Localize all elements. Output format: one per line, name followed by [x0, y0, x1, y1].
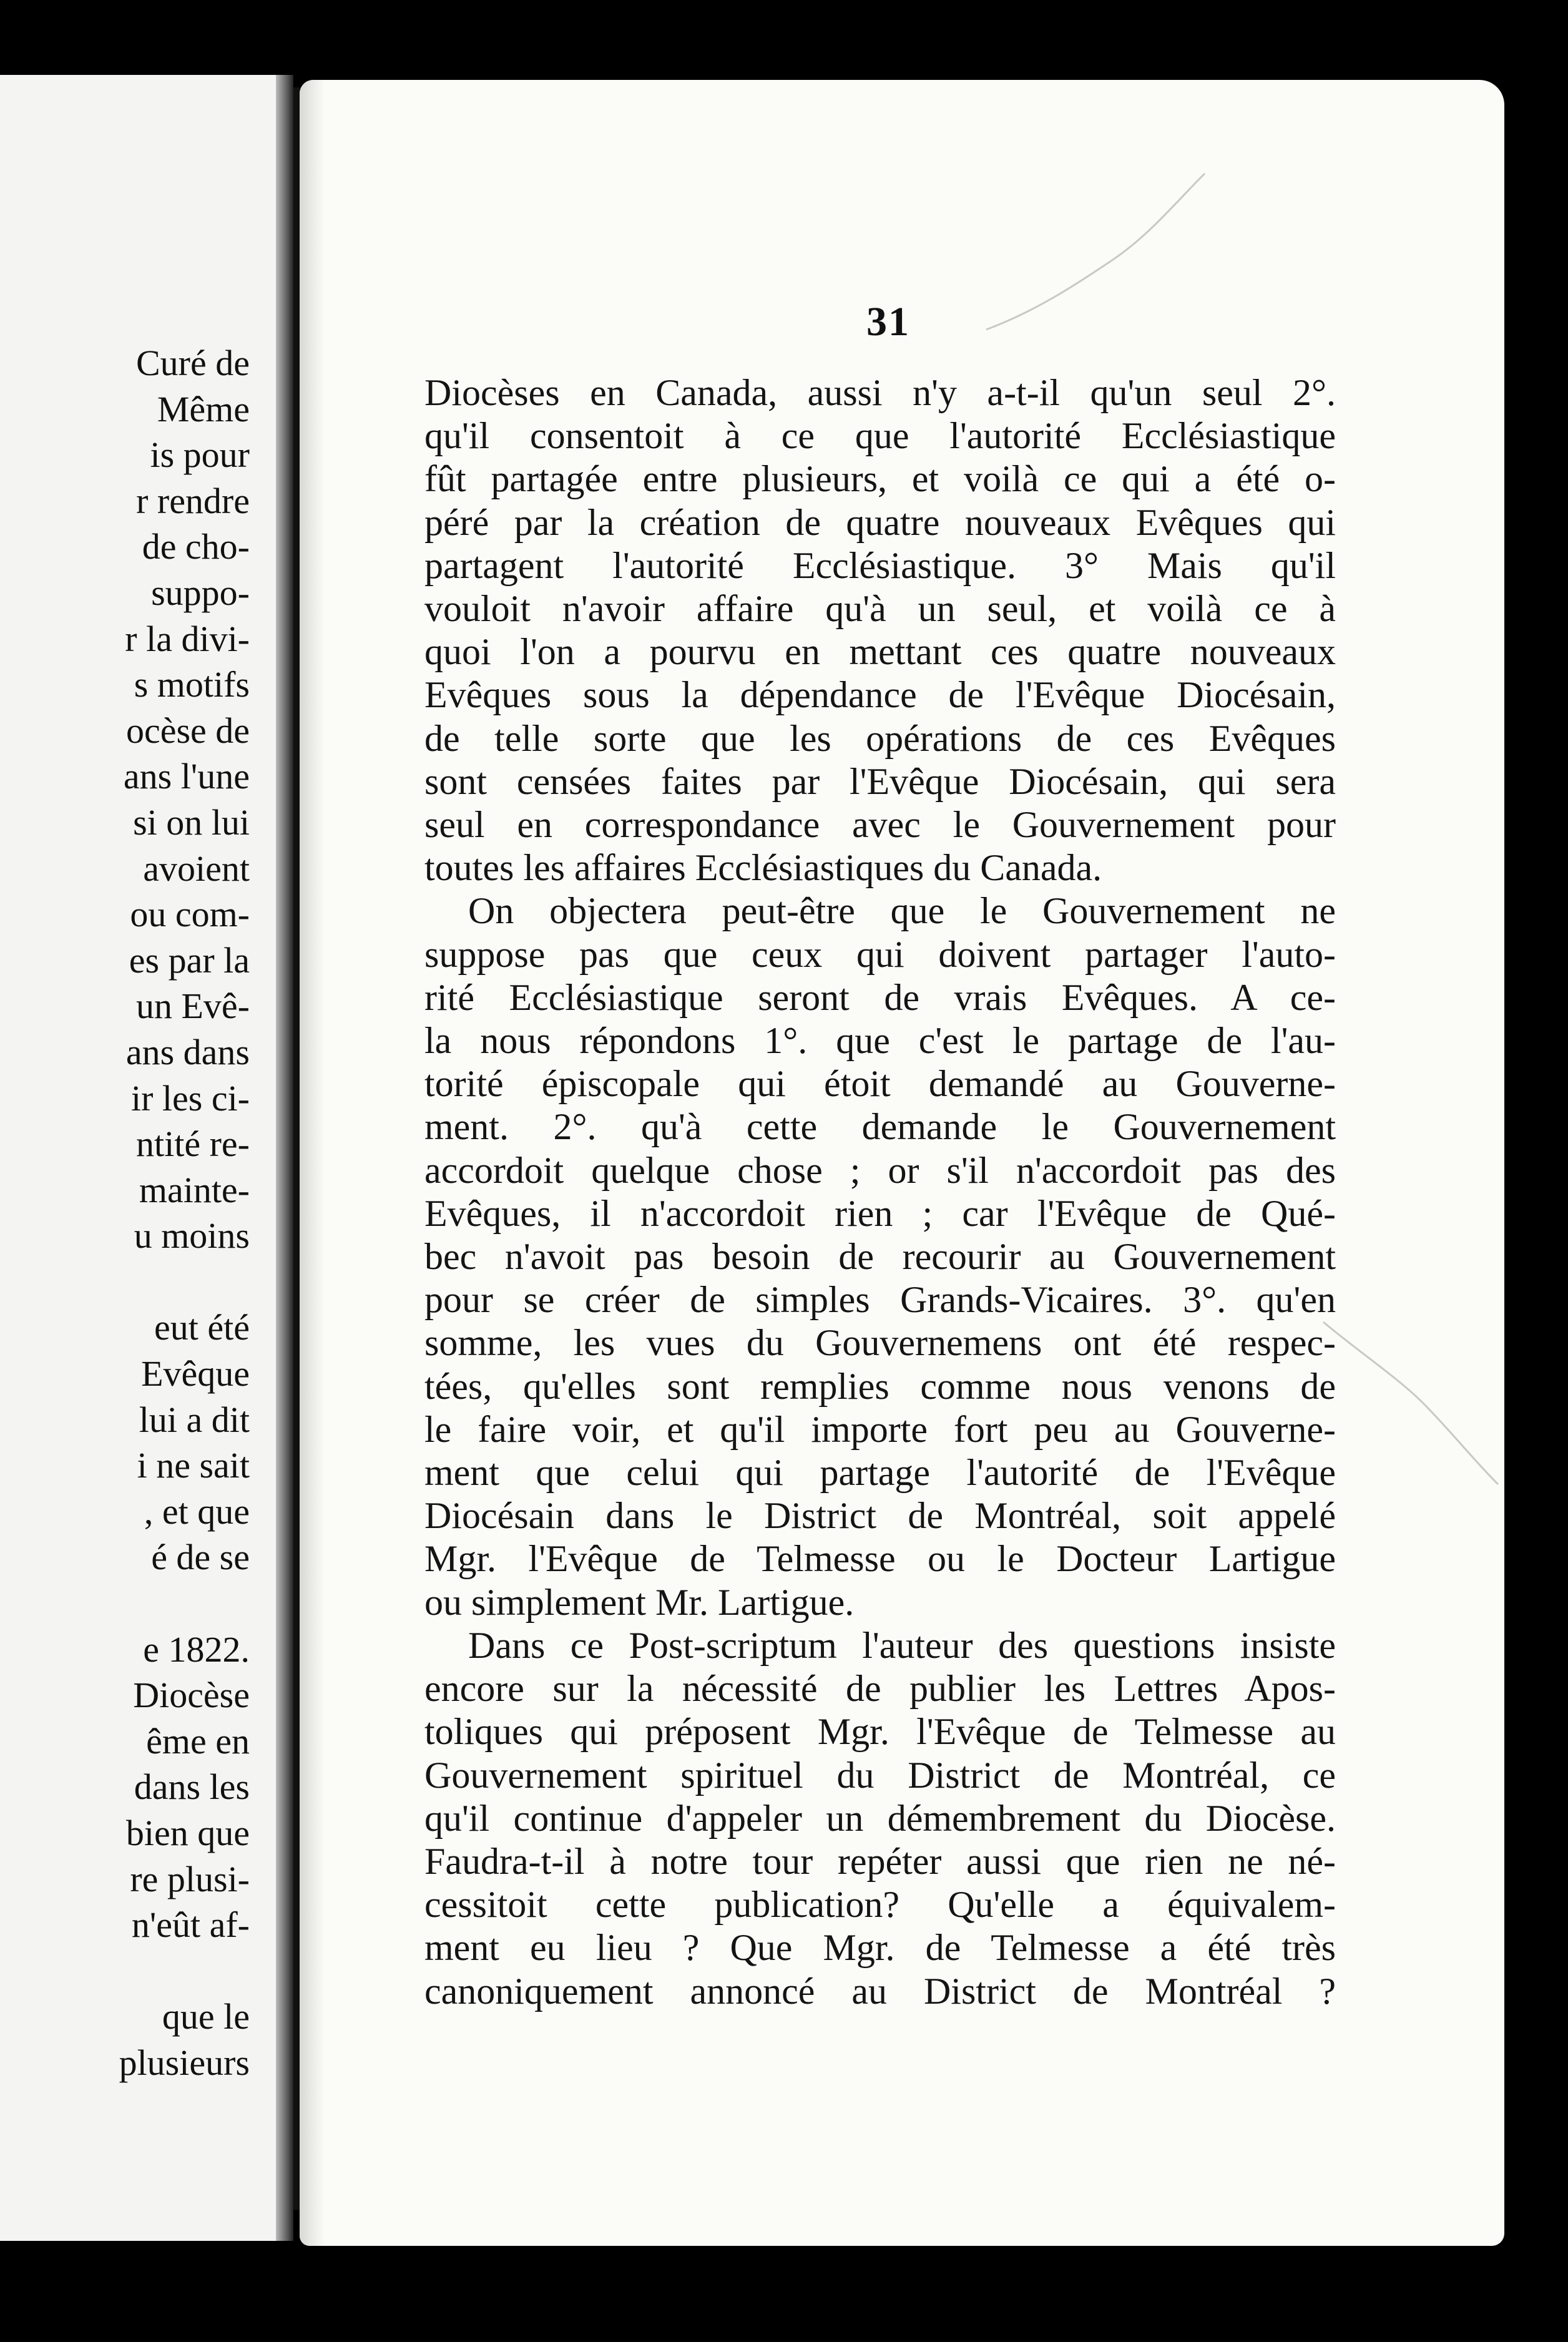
left-page-line: ocèse de	[125, 710, 250, 751]
text-line: ment. 2°. qu'à cette demande le Gouvernement	[424, 1106, 1336, 1148]
left-page-line: mainte-	[139, 1169, 250, 1210]
left-page-line: eut été	[154, 1307, 250, 1348]
left-page-line: e 1822.	[143, 1629, 250, 1670]
text-line: le faire voir, et qu'il importe fort peu au Gouverne-	[424, 1408, 1336, 1450]
left-page-line: i ne sait	[137, 1445, 250, 1486]
left-page-line: ans l'une	[123, 756, 250, 797]
text-line: Gouvernement spirituel du District de Montréal, ce	[424, 1754, 1336, 1796]
left-page-line: lui a dit	[139, 1399, 250, 1440]
page-edge-shadow	[300, 80, 325, 2246]
text-line: tées, qu'elles sont remplies comme nous venons de	[424, 1365, 1336, 1407]
left-page-line: é de se	[151, 1537, 250, 1578]
text-line: accordoit quelque chose ; or s'il n'accordoit pas des	[424, 1149, 1336, 1191]
left-page-line: avoient	[143, 848, 250, 889]
text-line: cessitoit cette publication? Qu'elle a équivalem-	[424, 1884, 1336, 1926]
left-page-line: bien que	[125, 1813, 250, 1853]
text-line: seul en correspondance avec le Gouvernement pour	[424, 804, 1336, 846]
text-line: torité épiscopale qui étoit demandé au Gouverne-	[424, 1063, 1336, 1105]
text-line: bec n'avoit pas besoin de recourir au Gouvernement	[424, 1236, 1336, 1278]
left-page-line: u moins	[134, 1215, 250, 1257]
text-line: ment eu lieu ? Que Mgr. de Telmesse a été très	[424, 1927, 1336, 1969]
text-line: rité Ecclésiastique seront de vrais Evêques. A ce-	[424, 976, 1336, 1018]
left-page-fragment	[0, 75, 293, 2241]
text-line: sont censées faites par l'Evêque Diocésain, qui sera	[424, 760, 1336, 802]
text-line: Diocèses en Canada, aussi n'y a-t-il qu'un seul 2°.	[424, 372, 1336, 413]
text-line: somme, les vues du Gouvernemens ont été respec-	[424, 1322, 1336, 1364]
text-line: pour se créer de simples Grands-Vicaires. 3°. qu'en	[424, 1279, 1336, 1321]
left-page-line	[0, 1580, 250, 1627]
text-line: Mgr. l'Evêque de Telmesse ou le Docteur Lartigue	[424, 1538, 1336, 1580]
text-line: qu'il consentoit à ce que l'autorité Ecclésiastique	[424, 415, 1336, 457]
left-page-line: Evêque	[141, 1353, 250, 1394]
text-line: Evêques sous la dépendance de l'Evêque Diocésain,	[424, 674, 1336, 716]
left-page-line	[0, 1259, 250, 1305]
left-page-line: un Evê-	[136, 986, 250, 1027]
left-page-line: ir les ci-	[130, 1077, 250, 1119]
text-line: toutes les affaires Ecclésiastiques du Canada.	[424, 847, 1102, 889]
left-page-line: ême en	[146, 1720, 250, 1761]
left-page-line: re plusi-	[130, 1858, 250, 1899]
left-page-line: dans les	[134, 1766, 250, 1808]
left-page-line: r rendre	[136, 480, 250, 521]
book-spine	[276, 75, 293, 2241]
text-line: canoniquement annoncé au District de Montréal ?	[424, 1970, 1336, 2012]
text-line: partagent l'autorité Ecclésiastique. 3° Mais qu'il	[424, 544, 1336, 586]
text-line: Diocésain dans le District de Montréal, soit appelé	[424, 1495, 1336, 1537]
text-line: Faudra-t-il à notre tour repéter aussi que rien ne né-	[424, 1840, 1336, 1882]
left-page-line: s motifs	[134, 664, 250, 705]
page-body-text	[424, 371, 1336, 2013]
left-page-line: is pour	[150, 434, 250, 476]
text-line: encore sur la nécessité de publier les Lettres Apos-	[424, 1668, 1336, 1710]
text-line: Evêques, il n'accordoit rien ; car l'Evêque de Qué-	[424, 1192, 1336, 1234]
text-line: la nous répondons 1°. que c'est le partage de l'au-	[424, 1020, 1336, 1062]
page-number: 31	[866, 299, 910, 345]
left-page-line: , et que	[144, 1491, 250, 1532]
text-line: qu'il continue d'appeler un démembrement du Diocèse.	[424, 1797, 1336, 1839]
text-line: ment que celui qui partage l'autorité de l'Evêque	[424, 1452, 1336, 1494]
text-line: de telle sorte que les opérations de ces Evêques	[424, 717, 1336, 759]
text-line: fût partagée entre plusieurs, et voilà ce qui a été o-	[424, 458, 1336, 500]
left-page-line: ntité re-	[136, 1124, 250, 1165]
text-line: On objectera peut-être que le Gouvernement ne	[468, 890, 1336, 932]
left-page-line: Même	[157, 388, 250, 429]
text-line: suppose pas que ceux qui doivent partager l'auto-	[424, 933, 1336, 975]
left-page-line: de cho-	[142, 526, 250, 567]
left-page-line: si on lui	[133, 801, 250, 843]
left-page-line: r la divi-	[125, 618, 250, 659]
left-page-line: es par la	[129, 939, 250, 981]
left-page-line: ou com-	[130, 894, 250, 935]
text-line: toliques qui préposent Mgr. l'Evêque de Telmesse au	[424, 1711, 1336, 1753]
left-page-line	[0, 1948, 250, 1994]
text-line: péré par la création de quatre nouveaux Evêques qui	[424, 501, 1336, 543]
text-line: ou simplement Mr. Lartigue.	[424, 1581, 855, 1623]
left-page-line: suppo-	[151, 572, 250, 613]
left-page-line: que le	[162, 1996, 250, 2037]
text-line: vouloit n'avoir affaire qu'à un seul, et voilà ce à	[424, 588, 1336, 630]
left-page-text	[0, 340, 250, 2086]
left-page-line: n'eût af-	[131, 1904, 250, 1946]
left-page-line: Curé de	[136, 343, 250, 383]
left-page-line: ans dans	[125, 1031, 250, 1072]
text-line: Dans ce Post-scriptum l'auteur des questions insiste	[468, 1624, 1336, 1666]
left-page-line: plusieurs	[119, 2042, 250, 2083]
text-line: quoi l'on a pourvu en mettant ces quatre nouveaux	[424, 631, 1336, 673]
left-page-line: Diocèse	[133, 1675, 250, 1716]
